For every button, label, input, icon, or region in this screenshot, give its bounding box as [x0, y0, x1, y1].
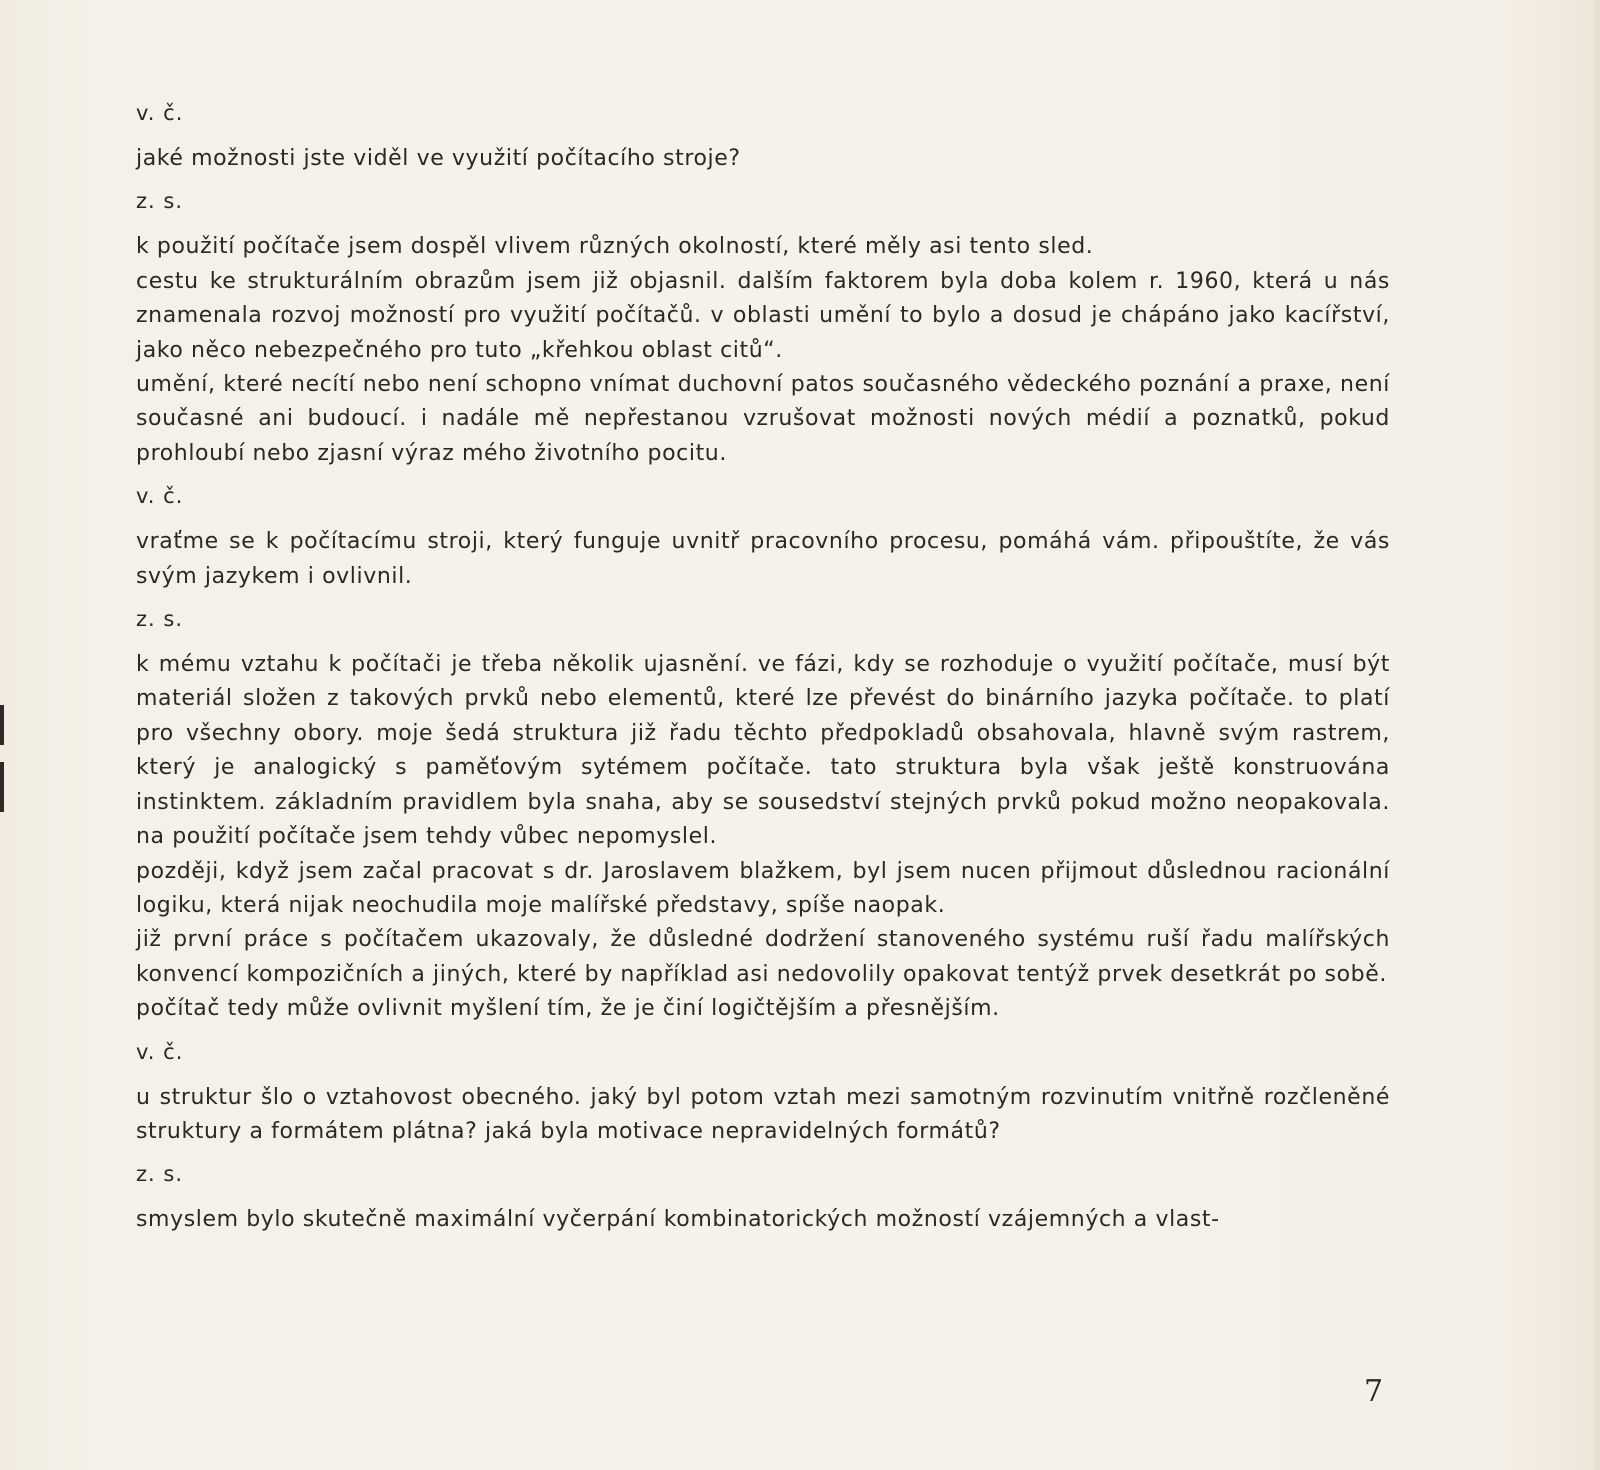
interview-block — [136, 184, 1390, 471]
speaker-label: v. č. — [136, 1039, 184, 1064]
interview-block — [136, 602, 1390, 1026]
answer-paragraph: k použití počítače jsem dospěl vlivem různých okolností, které měly asi tento sled. — [136, 234, 1094, 260]
speaker-label: v. č. — [136, 101, 184, 125]
speaker-label: z. s. — [136, 1162, 183, 1187]
binding-mark — [0, 705, 4, 745]
answer-paragraph: umění, které necítí nebo není schopno vnímat duchovní patos současného vědeckého poznání a praxe, není současné ani budoucí. i nadále mě nepřestanou vzrušovat možnosti nových médií a poznatků, pokud prohloubí nebo zjasní výraz mého životního pocitu. — [136, 372, 1390, 466]
binding-mark — [0, 762, 4, 812]
interview-block — [136, 479, 1390, 594]
answer-paragraph: cestu ke strukturálním obrazům jsem již objasnil. dalším faktorem byla doba kolem r. 1960, která u nás znamenala rozvoj možností pro využití počítačů. v oblasti umění to bylo a dosud je chápáno jako kacířství, jako něco nebezpečného pro tuto „křehkou oblast citů“. — [136, 268, 1390, 363]
answer-paragraph: později, když jsem začal pracovat s dr. Jaroslavem blažkem, byl jsem nucen přijmout důslednou racionální logiku, která nijak neochudila moje malířské představy, spíše naopak. — [136, 858, 1390, 918]
answer-paragraph: k mému vztahu k počítači je třeba několik ujasnění. ve fázi, kdy se rozhoduje o využití počítače, musí být materiál složen z takových prvků nebo elementů, které lze převést do binárního jazyka počítače. to platí pro všechny obory. moje šedá struktura již řadu těchto předpokladů obsahovala, hlavně svým rastrem, který je analogický s paměťovým sytémem počítače. tato struktura byla však ještě konstruována instinktem. základním pravidlem byla snaha, aby se sousedství stejných prvků pokud možno neopakovala. na použití počítače jsem tehdy vůbec nepomyslel. — [136, 652, 1390, 850]
page-number: 7 — [1364, 1374, 1384, 1409]
interview-block — [136, 1035, 1390, 1150]
speaker-label: z. s. — [136, 607, 183, 632]
speaker-label: z. s. — [136, 189, 183, 214]
answer-paragraph: smyslem bylo skutečně maximální vyčerpání kombinatorických možností vzájemných a vlast- — [136, 1207, 1220, 1233]
interview-text — [136, 96, 1390, 1246]
interview-block — [136, 1157, 1390, 1237]
speaker-label: v. č. — [136, 484, 184, 509]
page-edge-shadow — [1594, 0, 1600, 1470]
answer-paragraph: počítač tedy může ovlivnit myšlení tím, že je činí logičtějším a přesnějším. — [136, 996, 1000, 1022]
interview-block — [136, 96, 1390, 176]
question-paragraph: jaké možnosti jste viděl ve využití počítacího stroje? — [136, 146, 741, 171]
question-paragraph: u struktur šlo o vztahovost obecného. jaký byl potom vztah mezi samotným rozvinutím vnitřně rozčleněné struktury a formátem plátna? jaká byla motivace nepravidelných formátů? — [136, 1084, 1390, 1144]
question-paragraph: vraťme se k počítacímu stroji, který funguje uvnitř pracovního procesu, pomáhá vám. připouštíte, že vás svým jazykem i ovlivnil. — [136, 529, 1390, 589]
answer-paragraph: již první práce s počítačem ukazovaly, že důsledné dodržení stanoveného systému ruší řadu malířských konvencí kompozičních a jiných, které by například asi nedovolily opakovat tentýž prvek desetkrát po sobě. — [136, 927, 1390, 987]
